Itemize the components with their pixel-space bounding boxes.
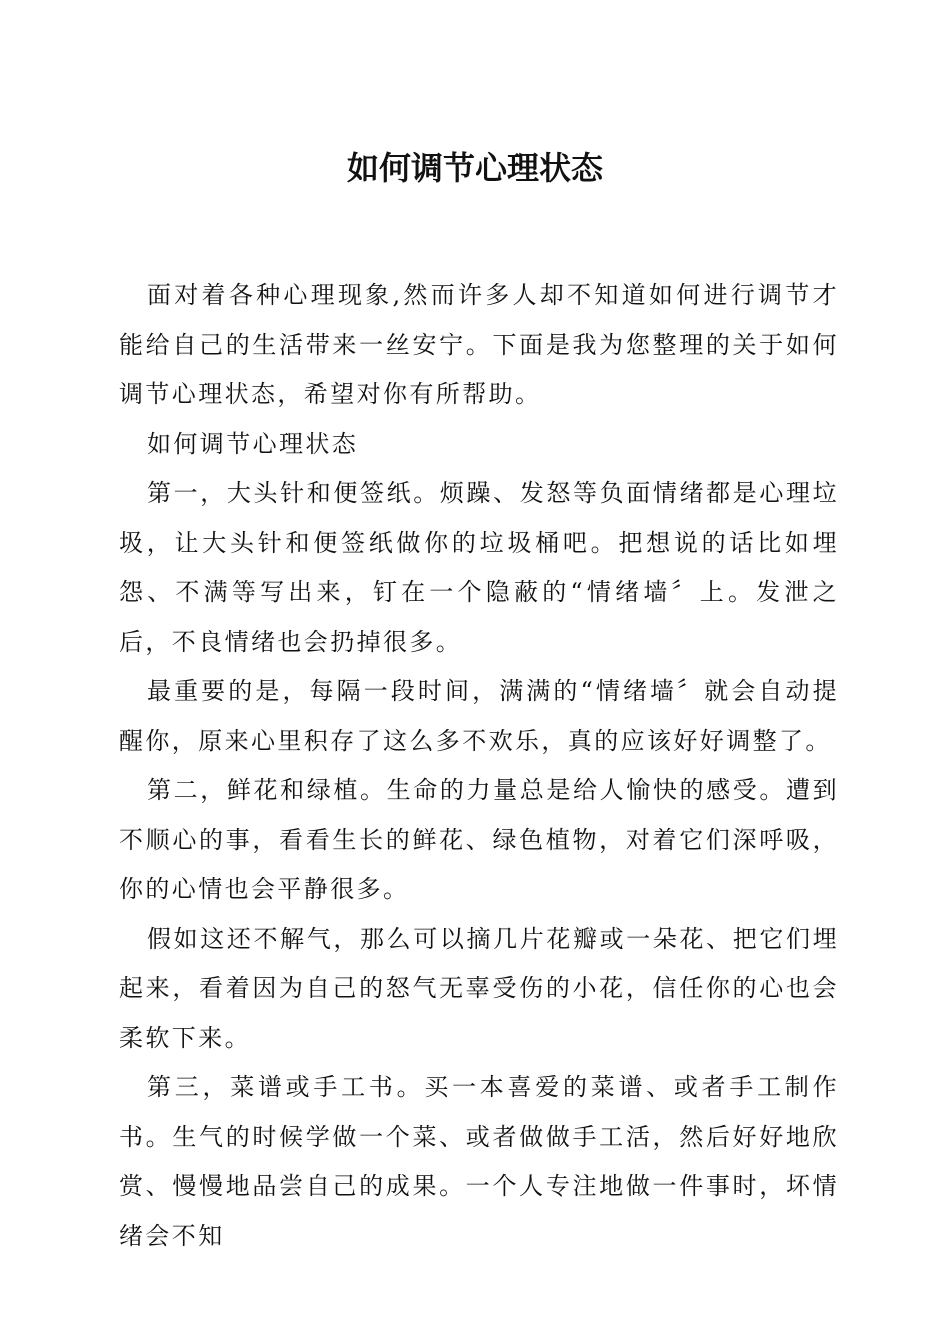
paragraph-heading: 如何调节心理状态 <box>147 429 359 458</box>
paragraph-first-method: 第一，大头针和便签纸。烦躁、发怒等负面情绪都是心理垃圾，让大头针和便签纸做你的垃圾桶吧。把想说的话比如埋怨、不满等写出来，钉在一个隐蔽的“情绪墙〞上。发泄之后，不良情绪也会扔掉很多。 <box>119 479 839 656</box>
document-title: 如何调节心理状态 <box>346 149 603 187</box>
document-body <box>119 271 839 1261</box>
paragraph-second-method: 第二，鲜花和绿植。生命的力量总是给人愉快的感受。遭到不顺心的事，看看生长的鲜花、绿色植物，对着它们深呼吸，你的心情也会平静很多。 <box>119 776 839 903</box>
paragraph-third-method: 第三，菜谱或手工书。买一本喜爱的菜谱、或者手工制作书。生气的时候学做一个菜、或者做做手工活，然后好好地欣赏、慢慢地品尝自己的成果。一个人专注地做一件事时，坏情绪会不知 <box>119 1073 839 1250</box>
paragraph-intro: 面对着各种心理现象,然而许多人却不知道如何进行调节才能给自己的生活带来一丝安宁。下面是我为您整理的关于如何调节心理状态，希望对你有所帮助。 <box>119 281 839 408</box>
paragraph-first-note: 最重要的是，每隔一段时间，满满的“情绪墙〞就会自动提醒你，原来心里积存了这么多不欢乐，真的应该好好调整了。 <box>119 677 839 755</box>
paragraph-second-note: 假如这还不解气，那么可以摘几片花瓣或一朵花、把它们埋起来，看着因为自己的怒气无辜受伤的小花，信任你的心也会柔软下来。 <box>119 924 839 1052</box>
